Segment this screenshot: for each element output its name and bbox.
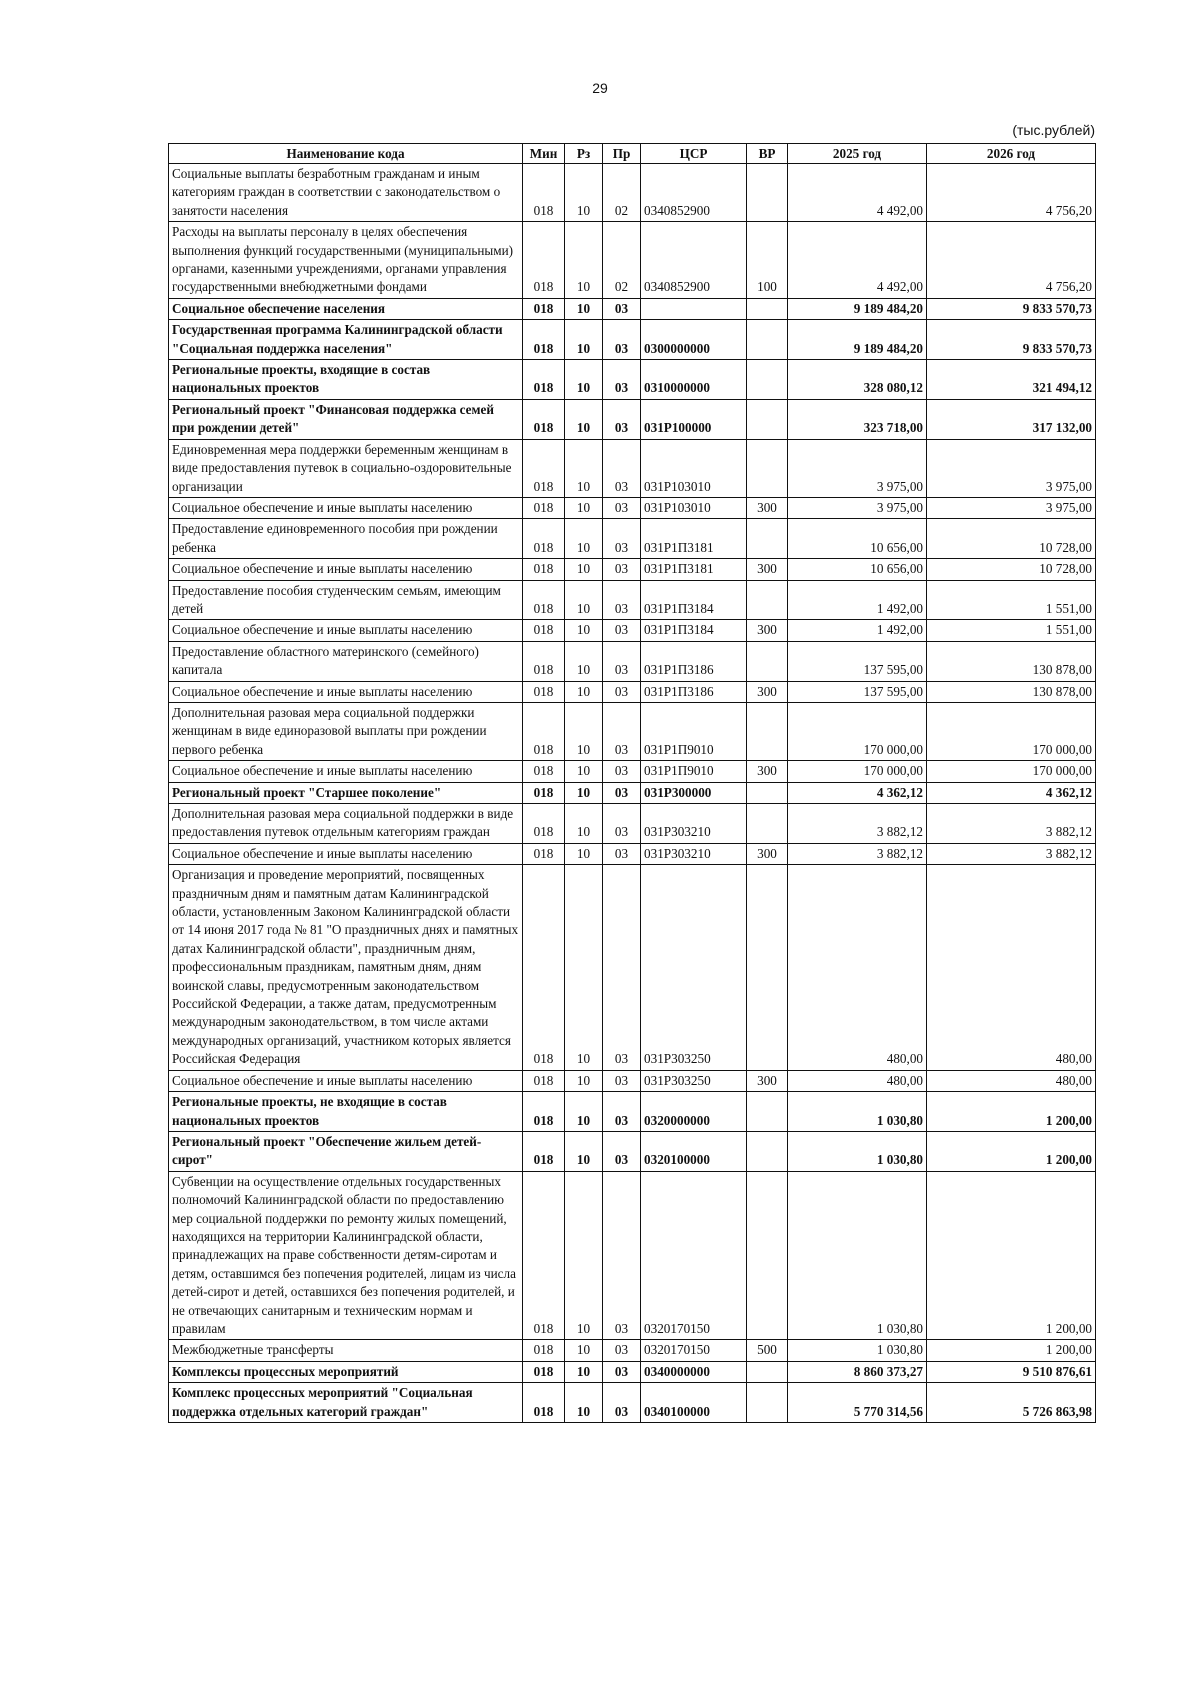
cell-pr: 02 bbox=[603, 164, 641, 222]
cell-csr: 031Р100000 bbox=[641, 399, 747, 439]
cell-csr: 031Р1П3181 bbox=[641, 519, 747, 559]
table-row bbox=[169, 399, 1096, 439]
cell-2025: 3 882,12 bbox=[788, 843, 927, 864]
cell-csr: 031Р1П3186 bbox=[641, 641, 747, 681]
cell-pr: 03 bbox=[603, 865, 641, 1070]
cell-rz: 10 bbox=[565, 1131, 603, 1171]
cell-csr: 0300000000 bbox=[641, 320, 747, 360]
cell-2025: 3 882,12 bbox=[788, 804, 927, 844]
cell-vr bbox=[747, 702, 788, 760]
cell-rz: 10 bbox=[565, 399, 603, 439]
cell-name: Социальное обеспечение и иные выплаты населению bbox=[169, 1070, 523, 1091]
cell-2025: 4 492,00 bbox=[788, 164, 927, 222]
cell-rz: 10 bbox=[565, 519, 603, 559]
table-row bbox=[169, 1070, 1096, 1091]
cell-pr: 02 bbox=[603, 222, 641, 299]
cell-name: Расходы на выплаты персоналу в целях обеспечения выполнения функций государственными (муниципальными) органами, казенными учреждениями, органами управления государственными внебюджетными фондами bbox=[169, 222, 523, 299]
table-row bbox=[169, 702, 1096, 760]
cell-csr: 031Р103010 bbox=[641, 439, 747, 497]
cell-rz: 10 bbox=[565, 222, 603, 299]
cell-2025: 4 362,12 bbox=[788, 782, 927, 803]
cell-2026: 10 728,00 bbox=[927, 559, 1096, 580]
cell-pr: 03 bbox=[603, 620, 641, 641]
units-label: (тыс.рублей) bbox=[1012, 122, 1095, 138]
cell-name: Региональный проект "Старшее поколение" bbox=[169, 782, 523, 803]
cell-vr bbox=[747, 1383, 788, 1423]
cell-pr: 03 bbox=[603, 1361, 641, 1382]
cell-csr: 0320170150 bbox=[641, 1340, 747, 1361]
cell-csr: 031Р300000 bbox=[641, 782, 747, 803]
cell-2025: 4 492,00 bbox=[788, 222, 927, 299]
budget-table bbox=[168, 143, 1096, 1423]
cell-csr: 0320100000 bbox=[641, 1131, 747, 1171]
cell-2026: 5 726 863,98 bbox=[927, 1383, 1096, 1423]
cell-vr bbox=[747, 1361, 788, 1382]
cell-rz: 10 bbox=[565, 1070, 603, 1091]
cell-vr bbox=[747, 360, 788, 400]
table-row bbox=[169, 1092, 1096, 1132]
cell-name: Дополнительная разовая мера социальной поддержки в виде предоставления путевок отдельным категориям граждан bbox=[169, 804, 523, 844]
cell-vr bbox=[747, 320, 788, 360]
cell-min: 018 bbox=[523, 681, 565, 702]
table-row bbox=[169, 681, 1096, 702]
cell-pr: 03 bbox=[603, 804, 641, 844]
table-row bbox=[169, 439, 1096, 497]
cell-name: Региональный проект "Обеспечение жильем детей-сирот" bbox=[169, 1131, 523, 1171]
cell-2025: 323 718,00 bbox=[788, 399, 927, 439]
table-row bbox=[169, 782, 1096, 803]
cell-rz: 10 bbox=[565, 298, 603, 319]
cell-2025: 8 860 373,27 bbox=[788, 1361, 927, 1382]
cell-pr: 03 bbox=[603, 702, 641, 760]
cell-2025: 1 492,00 bbox=[788, 580, 927, 620]
cell-rz: 10 bbox=[565, 702, 603, 760]
cell-min: 018 bbox=[523, 865, 565, 1070]
cell-csr: 031Р1П9010 bbox=[641, 702, 747, 760]
cell-rz: 10 bbox=[565, 559, 603, 580]
cell-pr: 03 bbox=[603, 1131, 641, 1171]
cell-2025: 5 770 314,56 bbox=[788, 1383, 927, 1423]
cell-name: Региональный проект "Финансовая поддержка семей при рождении детей" bbox=[169, 399, 523, 439]
cell-name: Социальное обеспечение и иные выплаты населению bbox=[169, 843, 523, 864]
cell-name: Социальное обеспечение населения bbox=[169, 298, 523, 319]
cell-pr: 03 bbox=[603, 320, 641, 360]
cell-2026: 9 510 876,61 bbox=[927, 1361, 1096, 1382]
cell-min: 018 bbox=[523, 222, 565, 299]
cell-rz: 10 bbox=[565, 1361, 603, 1382]
cell-rz: 10 bbox=[565, 620, 603, 641]
cell-pr: 03 bbox=[603, 782, 641, 803]
cell-vr bbox=[747, 782, 788, 803]
cell-rz: 10 bbox=[565, 580, 603, 620]
table-row bbox=[169, 804, 1096, 844]
table-row bbox=[169, 1361, 1096, 1382]
header-csr: ЦСР bbox=[641, 144, 747, 164]
cell-pr: 03 bbox=[603, 360, 641, 400]
cell-csr: 0340000000 bbox=[641, 1361, 747, 1382]
cell-2026: 170 000,00 bbox=[927, 702, 1096, 760]
cell-csr: 0340100000 bbox=[641, 1383, 747, 1423]
table-row bbox=[169, 580, 1096, 620]
cell-min: 018 bbox=[523, 519, 565, 559]
cell-2026: 1 200,00 bbox=[927, 1340, 1096, 1361]
cell-rz: 10 bbox=[565, 804, 603, 844]
cell-name: Субвенции на осуществление отдельных государственных полномочий Калининградской области по предоставлению мер социальной поддержки по ремонту жилых помещений, находящихся на территории Калининградской области, принадлежащих на праве собственности детям-сиротам и детям, оставшимся без попечения родителей, лицам из числа детей-сирот и детей, оставшихся без попечения родителей, и не отвечающих санитарным и техническим нормам и правилам bbox=[169, 1171, 523, 1340]
cell-min: 018 bbox=[523, 580, 565, 620]
cell-2026: 9 833 570,73 bbox=[927, 320, 1096, 360]
cell-2026: 1 200,00 bbox=[927, 1092, 1096, 1132]
cell-rz: 10 bbox=[565, 360, 603, 400]
table-row bbox=[169, 620, 1096, 641]
cell-2026: 9 833 570,73 bbox=[927, 298, 1096, 319]
table-row bbox=[169, 164, 1096, 222]
cell-pr: 03 bbox=[603, 1070, 641, 1091]
header-name: Наименование кода bbox=[169, 144, 523, 164]
header-2026: 2026 год bbox=[927, 144, 1096, 164]
cell-vr: 300 bbox=[747, 681, 788, 702]
cell-2026: 4 362,12 bbox=[927, 782, 1096, 803]
cell-vr bbox=[747, 1092, 788, 1132]
table-row bbox=[169, 1340, 1096, 1361]
cell-2025: 9 189 484,20 bbox=[788, 298, 927, 319]
cell-min: 018 bbox=[523, 439, 565, 497]
cell-csr: 0340852900 bbox=[641, 222, 747, 299]
table-row bbox=[169, 360, 1096, 400]
cell-2025: 1 030,80 bbox=[788, 1340, 927, 1361]
cell-vr bbox=[747, 439, 788, 497]
cell-rz: 10 bbox=[565, 497, 603, 518]
cell-rz: 10 bbox=[565, 1171, 603, 1340]
cell-vr bbox=[747, 298, 788, 319]
cell-vr bbox=[747, 641, 788, 681]
cell-rz: 10 bbox=[565, 782, 603, 803]
table-row bbox=[169, 865, 1096, 1070]
cell-name: Региональные проекты, не входящие в состав национальных проектов bbox=[169, 1092, 523, 1132]
cell-min: 018 bbox=[523, 1171, 565, 1340]
cell-2025: 9 189 484,20 bbox=[788, 320, 927, 360]
cell-min: 018 bbox=[523, 298, 565, 319]
cell-2025: 1 492,00 bbox=[788, 620, 927, 641]
cell-2026: 1 200,00 bbox=[927, 1171, 1096, 1340]
cell-pr: 03 bbox=[603, 519, 641, 559]
header-pr: Пр bbox=[603, 144, 641, 164]
cell-vr bbox=[747, 1171, 788, 1340]
cell-name: Социальное обеспечение и иные выплаты населению bbox=[169, 559, 523, 580]
cell-min: 018 bbox=[523, 782, 565, 803]
cell-vr bbox=[747, 399, 788, 439]
cell-name: Комплексы процессных мероприятий bbox=[169, 1361, 523, 1382]
cell-name: Социальное обеспечение и иные выплаты населению bbox=[169, 761, 523, 782]
cell-csr: 031Р103010 bbox=[641, 497, 747, 518]
table-row bbox=[169, 298, 1096, 319]
cell-vr: 300 bbox=[747, 620, 788, 641]
cell-rz: 10 bbox=[565, 761, 603, 782]
table-row bbox=[169, 222, 1096, 299]
cell-vr bbox=[747, 580, 788, 620]
cell-2025: 1 030,80 bbox=[788, 1092, 927, 1132]
cell-rz: 10 bbox=[565, 641, 603, 681]
cell-2025: 480,00 bbox=[788, 865, 927, 1070]
cell-2026: 321 494,12 bbox=[927, 360, 1096, 400]
table-row bbox=[169, 559, 1096, 580]
cell-min: 018 bbox=[523, 1070, 565, 1091]
cell-vr bbox=[747, 865, 788, 1070]
cell-pr: 03 bbox=[603, 843, 641, 864]
cell-2025: 328 080,12 bbox=[788, 360, 927, 400]
cell-name: Предоставление пособия студенческим семьям, имеющим детей bbox=[169, 580, 523, 620]
cell-2025: 3 975,00 bbox=[788, 497, 927, 518]
cell-csr: 031Р1П3184 bbox=[641, 620, 747, 641]
cell-pr: 03 bbox=[603, 399, 641, 439]
cell-pr: 03 bbox=[603, 641, 641, 681]
cell-pr: 03 bbox=[603, 439, 641, 497]
header-vr: ВР bbox=[747, 144, 788, 164]
cell-min: 018 bbox=[523, 1131, 565, 1171]
cell-2025: 10 656,00 bbox=[788, 559, 927, 580]
cell-csr: 031Р1П3184 bbox=[641, 580, 747, 620]
cell-2025: 1 030,80 bbox=[788, 1131, 927, 1171]
cell-2026: 1 551,00 bbox=[927, 580, 1096, 620]
cell-2026: 480,00 bbox=[927, 865, 1096, 1070]
header-rz: Рз bbox=[565, 144, 603, 164]
cell-2026: 10 728,00 bbox=[927, 519, 1096, 559]
table-row bbox=[169, 1131, 1096, 1171]
cell-2025: 170 000,00 bbox=[788, 761, 927, 782]
cell-rz: 10 bbox=[565, 320, 603, 360]
cell-name: Межбюджетные трансферты bbox=[169, 1340, 523, 1361]
cell-name: Региональные проекты, входящие в состав национальных проектов bbox=[169, 360, 523, 400]
cell-min: 018 bbox=[523, 1361, 565, 1382]
cell-min: 018 bbox=[523, 164, 565, 222]
cell-name: Единовременная мера поддержки беременным женщинам в виде предоставления путевок в социально-оздоровительные организации bbox=[169, 439, 523, 497]
cell-csr: 031Р303250 bbox=[641, 1070, 747, 1091]
cell-vr: 300 bbox=[747, 497, 788, 518]
cell-pr: 03 bbox=[603, 1092, 641, 1132]
cell-vr: 300 bbox=[747, 1070, 788, 1091]
cell-rz: 10 bbox=[565, 843, 603, 864]
table-row bbox=[169, 761, 1096, 782]
cell-2026: 130 878,00 bbox=[927, 641, 1096, 681]
cell-pr: 03 bbox=[603, 559, 641, 580]
cell-vr bbox=[747, 164, 788, 222]
cell-2026: 4 756,20 bbox=[927, 222, 1096, 299]
cell-pr: 03 bbox=[603, 761, 641, 782]
cell-min: 018 bbox=[523, 559, 565, 580]
table-row bbox=[169, 1171, 1096, 1340]
cell-min: 018 bbox=[523, 843, 565, 864]
cell-rz: 10 bbox=[565, 439, 603, 497]
header-min: Мин bbox=[523, 144, 565, 164]
table-row bbox=[169, 641, 1096, 681]
cell-pr: 03 bbox=[603, 497, 641, 518]
cell-rz: 10 bbox=[565, 681, 603, 702]
cell-vr bbox=[747, 804, 788, 844]
cell-2026: 170 000,00 bbox=[927, 761, 1096, 782]
cell-2026: 130 878,00 bbox=[927, 681, 1096, 702]
cell-name: Социальное обеспечение и иные выплаты населению bbox=[169, 681, 523, 702]
cell-csr: 031Р1П9010 bbox=[641, 761, 747, 782]
cell-2025: 1 030,80 bbox=[788, 1171, 927, 1340]
table-row bbox=[169, 843, 1096, 864]
cell-2026: 1 200,00 bbox=[927, 1131, 1096, 1171]
cell-name: Социальные выплаты безработным гражданам и иным категориям граждан в соответствии с законодательством о занятости населения bbox=[169, 164, 523, 222]
cell-min: 018 bbox=[523, 761, 565, 782]
cell-name: Комплекс процессных мероприятий "Социальная поддержка отдельных категорий граждан" bbox=[169, 1383, 523, 1423]
cell-rz: 10 bbox=[565, 1340, 603, 1361]
cell-csr: 031Р303210 bbox=[641, 804, 747, 844]
cell-rz: 10 bbox=[565, 865, 603, 1070]
cell-min: 018 bbox=[523, 641, 565, 681]
cell-rz: 10 bbox=[565, 164, 603, 222]
cell-pr: 03 bbox=[603, 1383, 641, 1423]
cell-2026: 1 551,00 bbox=[927, 620, 1096, 641]
cell-pr: 03 bbox=[603, 298, 641, 319]
cell-csr: 0340852900 bbox=[641, 164, 747, 222]
cell-min: 018 bbox=[523, 1340, 565, 1361]
cell-name: Социальное обеспечение и иные выплаты населению bbox=[169, 620, 523, 641]
cell-pr: 03 bbox=[603, 1340, 641, 1361]
cell-2026: 4 756,20 bbox=[927, 164, 1096, 222]
cell-min: 018 bbox=[523, 399, 565, 439]
cell-vr: 500 bbox=[747, 1340, 788, 1361]
table-row bbox=[169, 519, 1096, 559]
cell-2025: 137 595,00 bbox=[788, 681, 927, 702]
cell-csr: 0320000000 bbox=[641, 1092, 747, 1132]
cell-2025: 480,00 bbox=[788, 1070, 927, 1091]
cell-csr: 031Р1П3181 bbox=[641, 559, 747, 580]
table-row bbox=[169, 320, 1096, 360]
table-row bbox=[169, 1383, 1096, 1423]
cell-vr bbox=[747, 519, 788, 559]
cell-2025: 137 595,00 bbox=[788, 641, 927, 681]
cell-rz: 10 bbox=[565, 1383, 603, 1423]
cell-csr: 031Р303250 bbox=[641, 865, 747, 1070]
cell-2026: 480,00 bbox=[927, 1070, 1096, 1091]
cell-min: 018 bbox=[523, 620, 565, 641]
cell-name: Предоставление областного материнского (семейного) капитала bbox=[169, 641, 523, 681]
cell-vr: 300 bbox=[747, 761, 788, 782]
cell-pr: 03 bbox=[603, 1171, 641, 1340]
cell-min: 018 bbox=[523, 1383, 565, 1423]
cell-csr: 0310000000 bbox=[641, 360, 747, 400]
cell-vr: 100 bbox=[747, 222, 788, 299]
cell-2026: 3 975,00 bbox=[927, 439, 1096, 497]
cell-name: Государственная программа Калининградской области "Социальная поддержка населения" bbox=[169, 320, 523, 360]
cell-name: Организация и проведение мероприятий, посвященных праздничным дням и памятным датам Калининградской области, установленным Законом Калининградской области от 14 июня 2017 года № 81 "О праздничных днях и памятных датах Калининградской области", праздничным дням, профессиональным праздникам, памятным дням, дням воинской славы, предусмотренным законодательством Российской Федерации, а также датам, предусмотренным международным законодательством, в том числе актами международных организаций, участником которых является Российская Федерация bbox=[169, 865, 523, 1070]
cell-csr: 031Р303210 bbox=[641, 843, 747, 864]
cell-2025: 170 000,00 bbox=[788, 702, 927, 760]
cell-min: 018 bbox=[523, 804, 565, 844]
cell-2025: 10 656,00 bbox=[788, 519, 927, 559]
cell-vr: 300 bbox=[747, 843, 788, 864]
cell-pr: 03 bbox=[603, 681, 641, 702]
header-2025: 2025 год bbox=[788, 144, 927, 164]
table-row bbox=[169, 497, 1096, 518]
cell-name: Социальное обеспечение и иные выплаты населению bbox=[169, 497, 523, 518]
cell-vr: 300 bbox=[747, 559, 788, 580]
page-number: 29 bbox=[592, 80, 608, 96]
cell-2026: 3 975,00 bbox=[927, 497, 1096, 518]
cell-2026: 3 882,12 bbox=[927, 843, 1096, 864]
table-header-row bbox=[169, 144, 1096, 164]
cell-2026: 317 132,00 bbox=[927, 399, 1096, 439]
cell-csr bbox=[641, 298, 747, 319]
cell-2025: 3 975,00 bbox=[788, 439, 927, 497]
cell-min: 018 bbox=[523, 360, 565, 400]
cell-pr: 03 bbox=[603, 580, 641, 620]
cell-vr bbox=[747, 1131, 788, 1171]
cell-min: 018 bbox=[523, 1092, 565, 1132]
cell-min: 018 bbox=[523, 320, 565, 360]
cell-2026: 3 882,12 bbox=[927, 804, 1096, 844]
cell-name: Дополнительная разовая мера социальной поддержки женщинам в виде единоразовой выплаты при рождении первого ребенка bbox=[169, 702, 523, 760]
cell-rz: 10 bbox=[565, 1092, 603, 1132]
cell-csr: 0320170150 bbox=[641, 1171, 747, 1340]
cell-csr: 031Р1П3186 bbox=[641, 681, 747, 702]
cell-min: 018 bbox=[523, 702, 565, 760]
cell-min: 018 bbox=[523, 497, 565, 518]
cell-name: Предоставление единовременного пособия при рождении ребенка bbox=[169, 519, 523, 559]
